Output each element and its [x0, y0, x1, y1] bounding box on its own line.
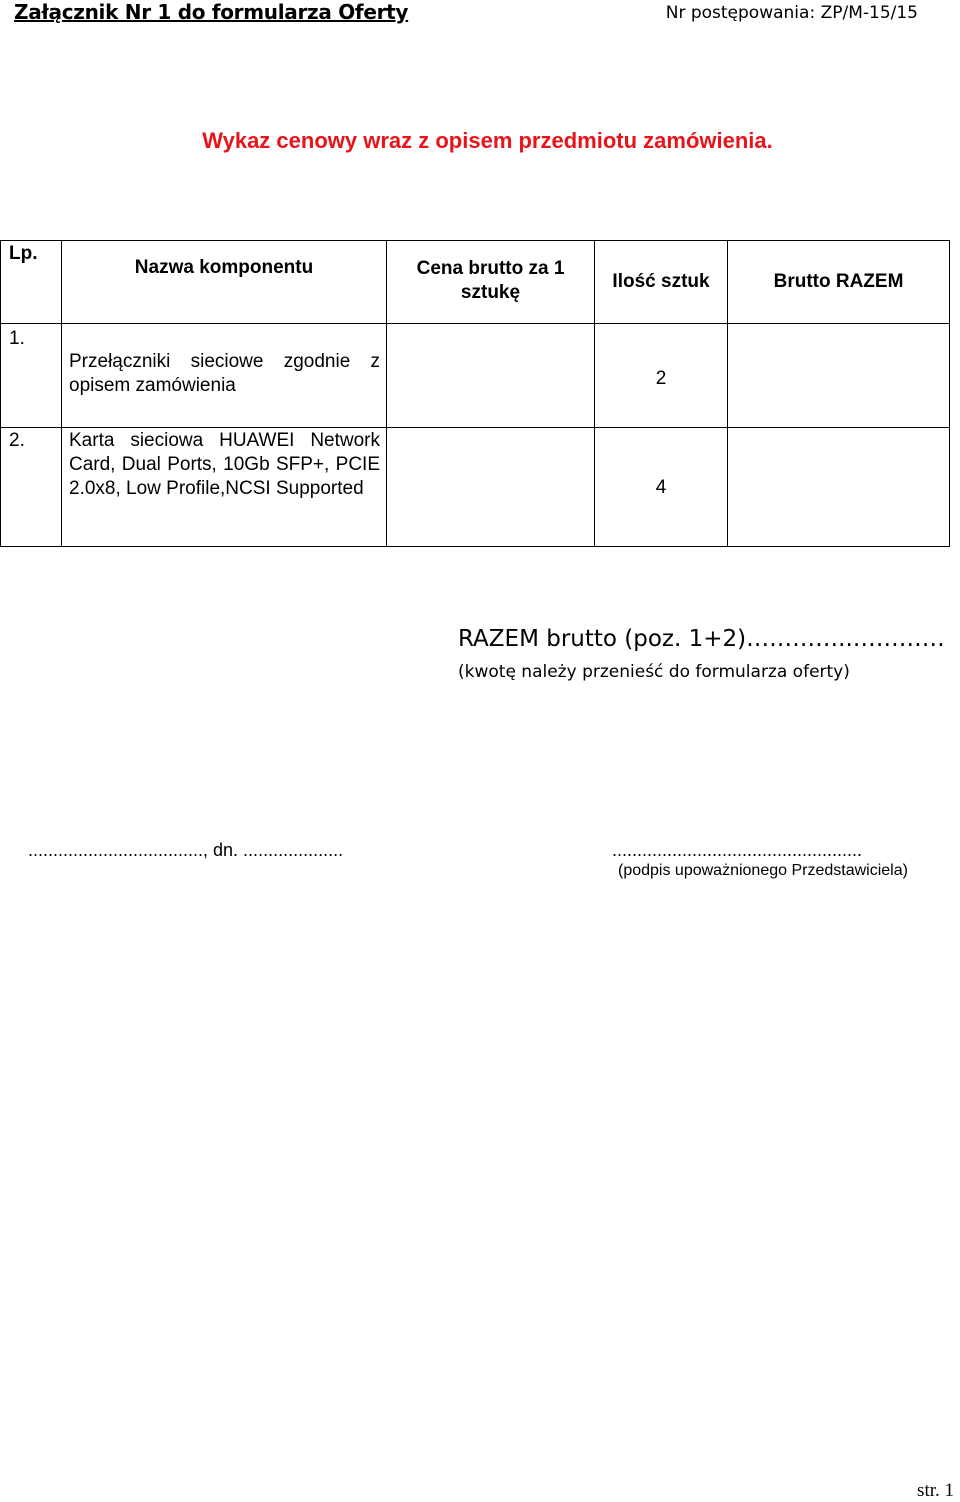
- page-number: str. 1: [917, 1480, 954, 1501]
- price-table: [0, 240, 950, 547]
- signature-caption: (podpis upoważnionego Przedstawiciela): [618, 862, 908, 879]
- attachment-title: Załącznik Nr 1 do formularza Oferty: [14, 0, 409, 24]
- row-price: [387, 324, 595, 428]
- header-lp: Lp.: [1, 241, 62, 324]
- table-row: [1, 428, 950, 547]
- table-row: [1, 324, 950, 428]
- row-qty: 2: [595, 324, 728, 428]
- place-date-line: ..................................., dn. ....................: [28, 840, 344, 860]
- header-qty: Ilość sztuk: [595, 241, 728, 324]
- procedure-number: Nr postępowania: ZP/M-15/15: [665, 3, 918, 23]
- row-name: Przełączniki sieciowe zgodnie z opisem zamówienia: [62, 324, 387, 428]
- header-name: Nazwa komponentu: [62, 241, 387, 324]
- row-name: Karta sieciowa HUAWEI Network Card, Dual Ports, 10Gb SFP+, PCIE 2.0x8, Low Profile,NCSI Supported: [62, 428, 387, 547]
- total-amount-note: (kwotę należy przenieść do formularza oferty): [458, 662, 850, 682]
- row-price: [387, 428, 595, 547]
- total-amount-label: RAZEM brutto (poz. 1+2)…………..…………: [458, 626, 945, 652]
- header-total: Brutto RAZEM: [728, 241, 950, 324]
- table-header-row: [1, 241, 950, 324]
- document-title: Wykaz cenowy wraz z opisem przedmiotu zamówienia.: [202, 128, 773, 153]
- row-total: [728, 324, 950, 428]
- row-total: [728, 428, 950, 547]
- header-price: Cena brutto za 1 sztukę: [387, 241, 595, 324]
- signature-line: ..................................................: [612, 840, 863, 860]
- row-lp: 1.: [1, 324, 62, 428]
- row-lp: 2.: [1, 428, 62, 547]
- row-qty: 4: [595, 428, 728, 547]
